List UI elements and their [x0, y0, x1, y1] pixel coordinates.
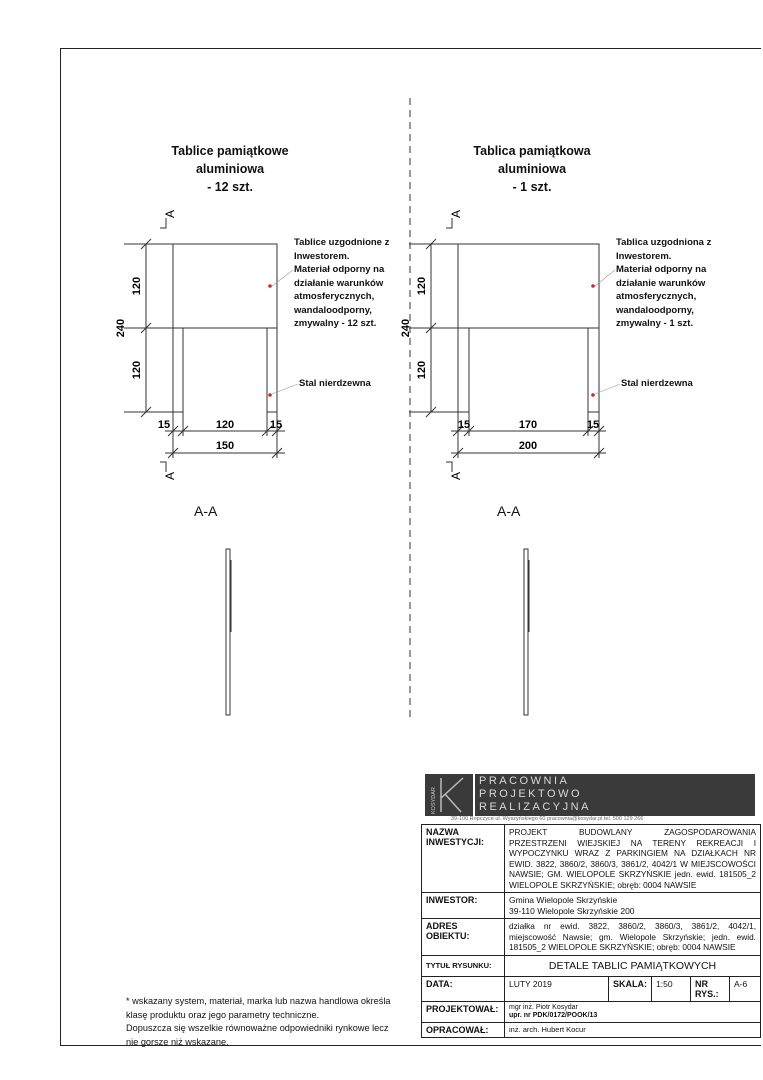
row-tytul [422, 955, 761, 976]
footnote-line: klasę produktu oraz jego parametry techniczne. [126, 1009, 320, 1020]
left-post-right [267, 328, 277, 412]
left-dim-upper-h: 120 [131, 276, 143, 296]
right-title-line: aluminiowa [497, 162, 567, 176]
left-section-mark-top: A [163, 209, 177, 219]
note-line: atmosferycznych, [616, 291, 697, 302]
right-markers [591, 284, 595, 397]
right-dim-upper-h: 120 [416, 276, 428, 296]
left-dim-total-w: 150 [215, 440, 235, 452]
data-value: LUTY 2019 [505, 976, 609, 1001]
left-dim-post-r: 15 [269, 419, 283, 431]
left-markers [268, 284, 272, 397]
note-line: działanie warunków [616, 277, 706, 289]
left-post-note: Stal nierdzewna [299, 378, 371, 389]
right-title [452, 142, 612, 196]
note-line: atmosferycznych, [294, 291, 375, 302]
right-board-elevation [409, 218, 606, 715]
data-label: DATA: [422, 976, 505, 1001]
right-post-right [588, 328, 599, 412]
left-board-marker [268, 284, 272, 288]
opracowal-value: inż. arch. Hubert Kocur [505, 1022, 761, 1037]
right-section-profile [524, 549, 528, 715]
right-post-marker [591, 393, 595, 397]
banner-line: PROJEKTOWO [479, 788, 583, 800]
note-line: Materiał odporny na [294, 264, 385, 275]
skala-value: 1:50 [652, 976, 691, 1001]
row-inwestor [422, 893, 761, 919]
left-board-panel [173, 244, 277, 328]
title-block [421, 772, 761, 1046]
row-adres [422, 919, 761, 956]
right-post-left [458, 328, 469, 412]
title-block-banner [421, 772, 761, 822]
banner-line: REALIZACYJNA [479, 801, 591, 813]
row-projektowal [422, 1001, 761, 1022]
logo-k-icon [425, 774, 473, 816]
left-section-label: A-A [194, 503, 218, 519]
tytul-value: DETALE TABLIC PAMIĄTKOWYCH [505, 955, 761, 976]
logo-text: KOSYDAR [431, 787, 437, 814]
title-block-table [421, 824, 761, 1038]
tytul-label: TYTUŁ RYSUNKU: [422, 955, 505, 976]
right-dim-gap: 170 [518, 419, 538, 431]
projektowal-value [505, 1001, 761, 1022]
right-dim-total-h: 240 [400, 318, 412, 338]
right-section-label: A-A [497, 503, 521, 519]
footnote-line: Dopuszcza się wszelkie równoważne odpowiedniki rynkowe lecz [126, 1023, 389, 1033]
note-line: Tablice uzgodnione z [294, 237, 390, 248]
right-board-note [616, 236, 728, 331]
left-title [150, 142, 310, 196]
left-post-marker [268, 393, 272, 397]
left-section-mark-bottom: A [163, 471, 177, 481]
projektowal-line: upr. nr PDK/0172/POOK/13 [509, 1011, 598, 1019]
company-contact: 39-100 Ropczyce ul. Wyszyńskiego 60 pracownia@kosydar.pl tel. 500 129 266 [451, 816, 644, 822]
opracowal-label: OPRACOWAŁ: [422, 1022, 505, 1037]
note-line: wandaloodporny, [294, 304, 372, 316]
footnote-line: nie gorsze niż wskazane. [126, 1036, 229, 1047]
inwestor-value [505, 893, 761, 919]
note-line: Inwestorem. [616, 250, 672, 262]
right-board-panel [458, 244, 599, 328]
row-data [422, 976, 761, 1001]
left-dim-total-h: 240 [115, 318, 127, 338]
left-dim-lower-h: 120 [131, 360, 143, 380]
left-board-elevation [124, 218, 285, 715]
row-opracowal [422, 1022, 761, 1037]
nr-value: A-6 [730, 976, 761, 1001]
note-line: zmywalny - 1 szt. [616, 318, 694, 329]
note-line: działanie warunków [294, 277, 384, 289]
inwestor-line: Gmina Wielopole Skrzyńskie [509, 895, 618, 905]
right-post-note: Stal nierdzewna [621, 378, 693, 389]
company-name [475, 774, 755, 816]
right-title-line: - 1 szt. [512, 180, 552, 194]
left-board-note [294, 236, 406, 331]
banner-line: PRACOWNIA [479, 775, 570, 787]
projektowal-label: PROJEKTOWAŁ: [422, 1001, 505, 1022]
left-dim-gap: 120 [215, 419, 235, 431]
adres-value: działka nr ewid. 3822, 3860/2, 3860/3, 3861/2, 4042/1, miejscowość Nawsie; gm. Wielopole Skrzyńskie; jedn. ewid. 181505_2 WIELOPOLE SKRZYŃSKIE; obręb: 0004 NAWSIE [505, 919, 761, 956]
right-dim-post-l: 15 [457, 419, 471, 431]
adres-label: ADRES OBIEKTU: [422, 919, 505, 956]
nazwa-label: NAZWA INWESTYCJI: [422, 825, 505, 893]
left-dim-post-l: 15 [157, 419, 171, 431]
note-line: wandaloodporny, [616, 304, 694, 316]
nazwa-value: PROJEKT BUDOWLANY ZAGOSPODAROWANIA PRZESTRZENI WIEJSKIEJ NA TERENY REKREACJI I WYPOCZYNKU WRAZ Z PARKINGIEM NA DZIAŁKACH NR EWID. 3822, 3860/2, 3860/3, 3861/2, 4042/1 W MIEJSCOWOŚCI NAWSIE; GM. WIELOPOLE SKRZYŃSKIE jedn. ewid. 181505_2 WIELOPOLE SKRZYŃSKIE; obręb: 0004 NAWSIE [505, 825, 761, 893]
note-line: Materiał odporny na [616, 264, 707, 275]
right-title-line: Tablica pamiątkowa [473, 144, 591, 158]
projektowal-line: mgr inż. Piotr Kosydar [509, 1003, 578, 1011]
left-section-profile [226, 549, 230, 715]
footnote [126, 995, 406, 1049]
skala-label: SKALA: [609, 976, 652, 1001]
inwestor-line: 39-110 Wielopole Skrzyńskie 200 [509, 905, 635, 916]
note-line: zmywalny - 12 szt. [294, 318, 377, 329]
note-line: Inwestorem. [294, 250, 350, 262]
left-title-line: - 12 szt. [207, 180, 253, 194]
right-dim-lower-h: 120 [416, 360, 428, 380]
row-nazwa [422, 825, 761, 893]
inwestor-label: INWESTOR: [422, 893, 505, 919]
right-dim-post-r: 15 [586, 419, 600, 431]
right-board-marker [591, 284, 595, 288]
note-line: Tablica uzgodniona z [616, 237, 712, 248]
right-section-mark-bottom: A [449, 471, 463, 481]
left-post-left [173, 328, 183, 412]
footnote-line: * wskazany system, materiał, marka lub nazwa handlowa określa [126, 996, 391, 1006]
company-logo [425, 774, 473, 816]
right-dim-total-w: 200 [518, 440, 538, 452]
right-section-mark-top: A [449, 209, 463, 219]
left-title-line: aluminiowa [195, 162, 265, 176]
nr-label: NR RYS.: [691, 976, 730, 1001]
left-title-line: Tablice pamiątkowe [171, 144, 289, 158]
